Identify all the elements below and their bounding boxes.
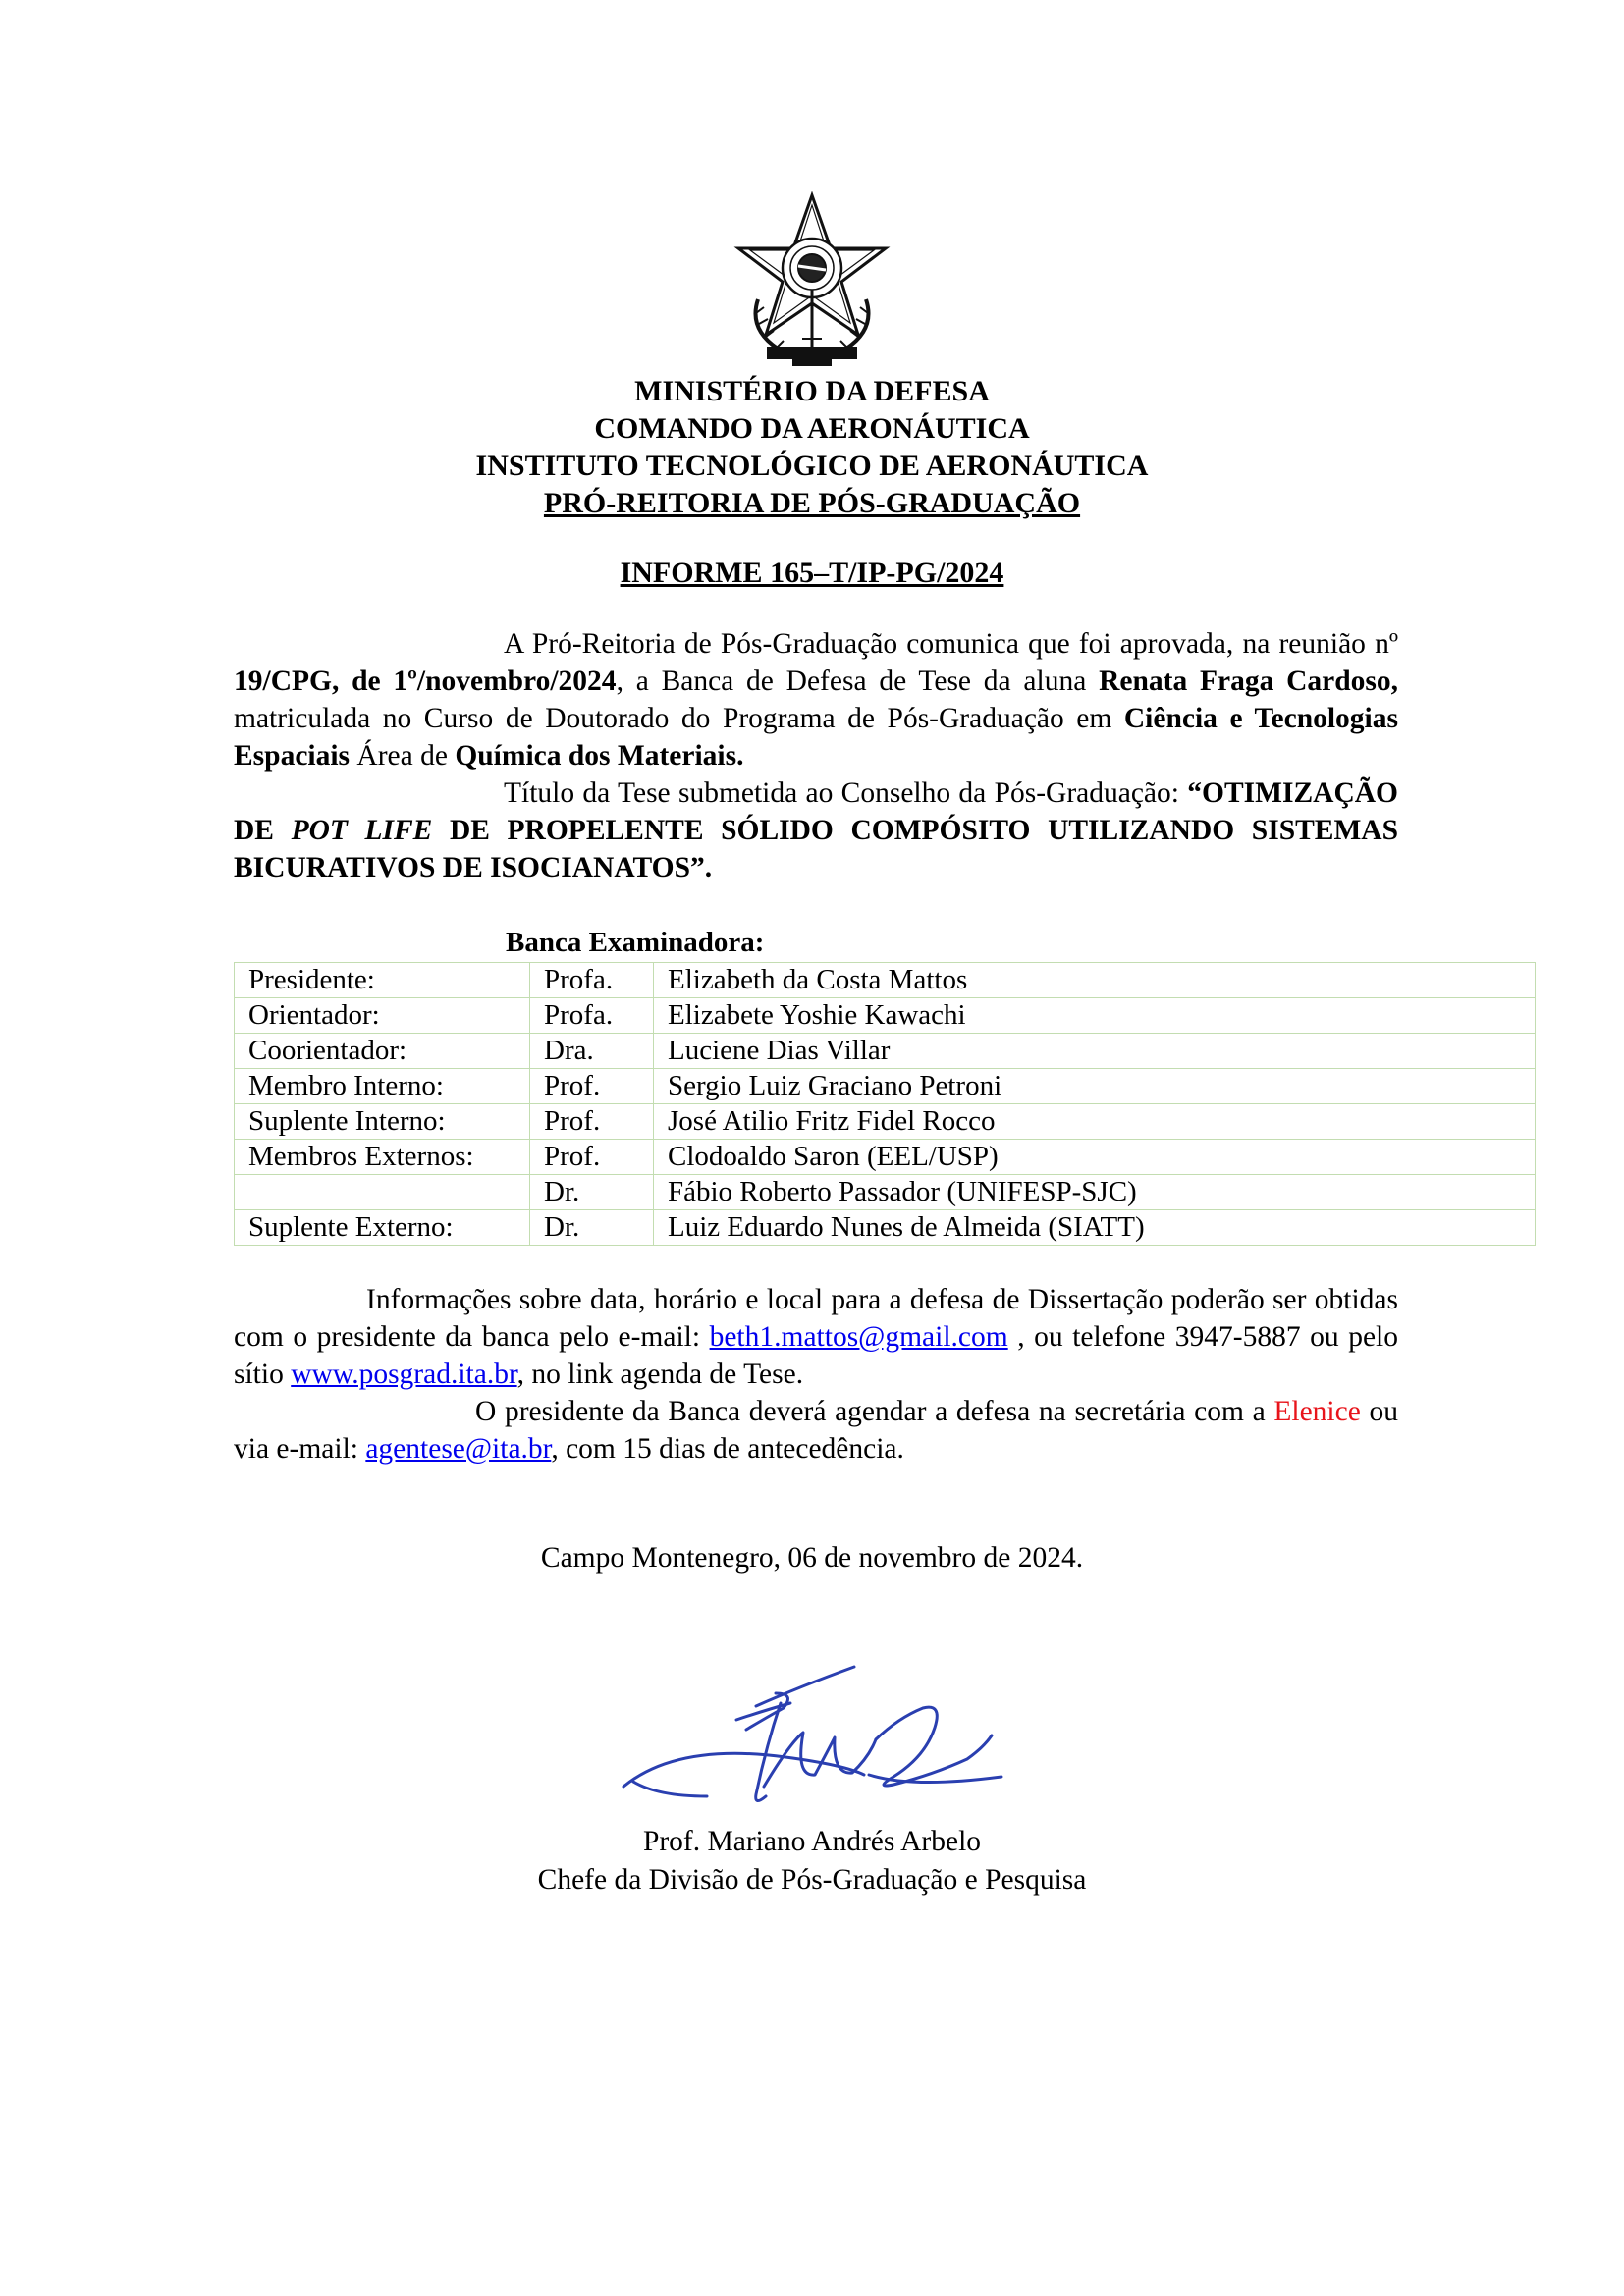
- p2-title-part-2: DE PROPELENTE SÓLIDO COMPÓSITO UTILIZANDO SISTEMAS BICURATIVOS DE ISOCIANATOS”.: [234, 815, 1399, 883]
- signer-role: Chefe da Divisão de Pós-Graduação e Pesquisa: [537, 1864, 1087, 1896]
- agentese-email-link[interactable]: agentese@ita.br: [365, 1433, 552, 1465]
- document-header: [0, 373, 1624, 522]
- banca-title-prefix: Prof.: [530, 1104, 654, 1140]
- p3-text-2: , ou telefone 3947-5887 ou pelo sítio: [234, 1321, 1398, 1390]
- banca-member-name: Sergio Luiz Graciano Petroni: [654, 1069, 1536, 1104]
- p1-text-2: , a Banca de Defesa de Tese da aluna: [616, 666, 1100, 697]
- banca-role: Orientador:: [235, 998, 530, 1034]
- banca-member-name: Fábio Roberto Passador (UNIFESP-SJC): [654, 1175, 1536, 1210]
- table-row: [235, 998, 1536, 1034]
- header-line-4: PRÓ-REITORIA DE PÓS-GRADUAÇÃO: [543, 487, 1081, 519]
- banca-member-name: Elizabete Yoshie Kawachi: [654, 998, 1536, 1034]
- informe-title: INFORME 165–T/IP-PG/2024: [620, 557, 1004, 589]
- header-line-2: COMANDO DA AERONÁUTICA: [594, 412, 1030, 445]
- banca-role: Membros Externos:: [235, 1140, 530, 1175]
- banca-title-prefix: Dr.: [530, 1210, 654, 1246]
- banca-title-prefix: Prof.: [530, 1140, 654, 1175]
- header-line-1: MINISTÉRIO DA DEFESA: [634, 375, 990, 407]
- table-row: [235, 1034, 1536, 1069]
- banca-role: Suplente Externo:: [235, 1210, 530, 1246]
- banca-role: [235, 1175, 530, 1210]
- banca-table: [234, 962, 1536, 1246]
- p1-text-3: matriculada no Curso de Doutorado do Programa de Pós-Graduação em: [234, 703, 1124, 734]
- p1-student-name: Renata Fraga Cardoso,: [1099, 666, 1399, 697]
- brazil-coat-of-arms-icon: [729, 191, 895, 368]
- p1-text-1: A Pró-Reitoria de Pós-Graduação comunica que foi aprovada, na reunião nº: [504, 628, 1398, 660]
- handwritten-signature: [619, 1649, 1011, 1811]
- banca-member-name: Elizabeth da Costa Mattos: [654, 963, 1536, 998]
- p4-text-1: O presidente da Banca deverá agendar a defesa na secretária com a: [475, 1396, 1274, 1427]
- banca-role: Suplente Interno:: [235, 1104, 530, 1140]
- president-email-link[interactable]: beth1.mattos@gmail.com: [709, 1321, 1008, 1353]
- paragraph-approval: [234, 625, 1398, 774]
- p4-text-3: , com 15 dias de antecedência.: [551, 1433, 904, 1465]
- p4-text-2: ou via e-mail:: [234, 1396, 1398, 1465]
- banca-title-prefix: Profa.: [530, 963, 654, 998]
- banca-role: Membro Interno:: [235, 1069, 530, 1104]
- signer-block: [0, 1823, 1624, 1899]
- p3-text-1: Informações sobre data, horário e local para a defesa de Dissertação poderão ser obtidas com o presidente da banca pelo e-mail:: [234, 1284, 1398, 1353]
- banca-member-name: Luciene Dias Villar: [654, 1034, 1536, 1069]
- p2-title-part-1: “OTIMIZAÇÃO DE: [234, 777, 1398, 846]
- p1-program: Ciência e Tecnologias Espaciais: [234, 703, 1398, 772]
- p3-text-3: , no link agenda de Tese.: [516, 1359, 804, 1390]
- signer-name: Prof. Mariano Andrés Arbelo: [642, 1826, 982, 1857]
- table-row: [235, 1140, 1536, 1175]
- banca-title: Banca Examinadora:: [506, 927, 765, 958]
- secretary-name: Elenice: [1273, 1396, 1361, 1427]
- banca-member-name: Luiz Eduardo Nunes de Almeida (SIATT): [654, 1210, 1536, 1246]
- p2-text-1: Título da Tese submetida ao Conselho da Pós-Graduação:: [504, 777, 1188, 809]
- p1-area: Química dos Materiais.: [455, 740, 744, 772]
- paragraph-thesis-title: [234, 774, 1398, 886]
- paragraph-info: [234, 1281, 1398, 1393]
- p2-title-italic: POT LIFE: [291, 815, 433, 846]
- banca-role: Presidente:: [235, 963, 530, 998]
- banca-title-prefix: Profa.: [530, 998, 654, 1034]
- table-row: [235, 1210, 1536, 1246]
- table-row: [235, 1069, 1536, 1104]
- paragraph-schedule: [234, 1393, 1398, 1468]
- banca-title-prefix: Dra.: [530, 1034, 654, 1069]
- banca-role: Coorientador:: [235, 1034, 530, 1069]
- table-row: [235, 1175, 1536, 1210]
- table-row: [235, 1104, 1536, 1140]
- banca-member-name: Clodoaldo Saron (EEL/USP): [654, 1140, 1536, 1175]
- header-line-3: INSTITUTO TECNOLÓGICO DE AERONÁUTICA: [475, 450, 1149, 482]
- p1-text-4: Área de: [350, 740, 456, 772]
- date-line: Campo Montenegro, 06 de novembro de 2024.: [540, 1542, 1084, 1574]
- posgrad-site-link[interactable]: www.posgrad.ita.br: [291, 1359, 517, 1390]
- table-row: [235, 963, 1536, 998]
- banca-member-name: José Atilio Fritz Fidel Rocco: [654, 1104, 1536, 1140]
- banca-title-prefix: Prof.: [530, 1069, 654, 1104]
- p1-meeting: 19/CPG, de 1º/novembro/2024: [234, 666, 617, 697]
- banca-title-prefix: Dr.: [530, 1175, 654, 1210]
